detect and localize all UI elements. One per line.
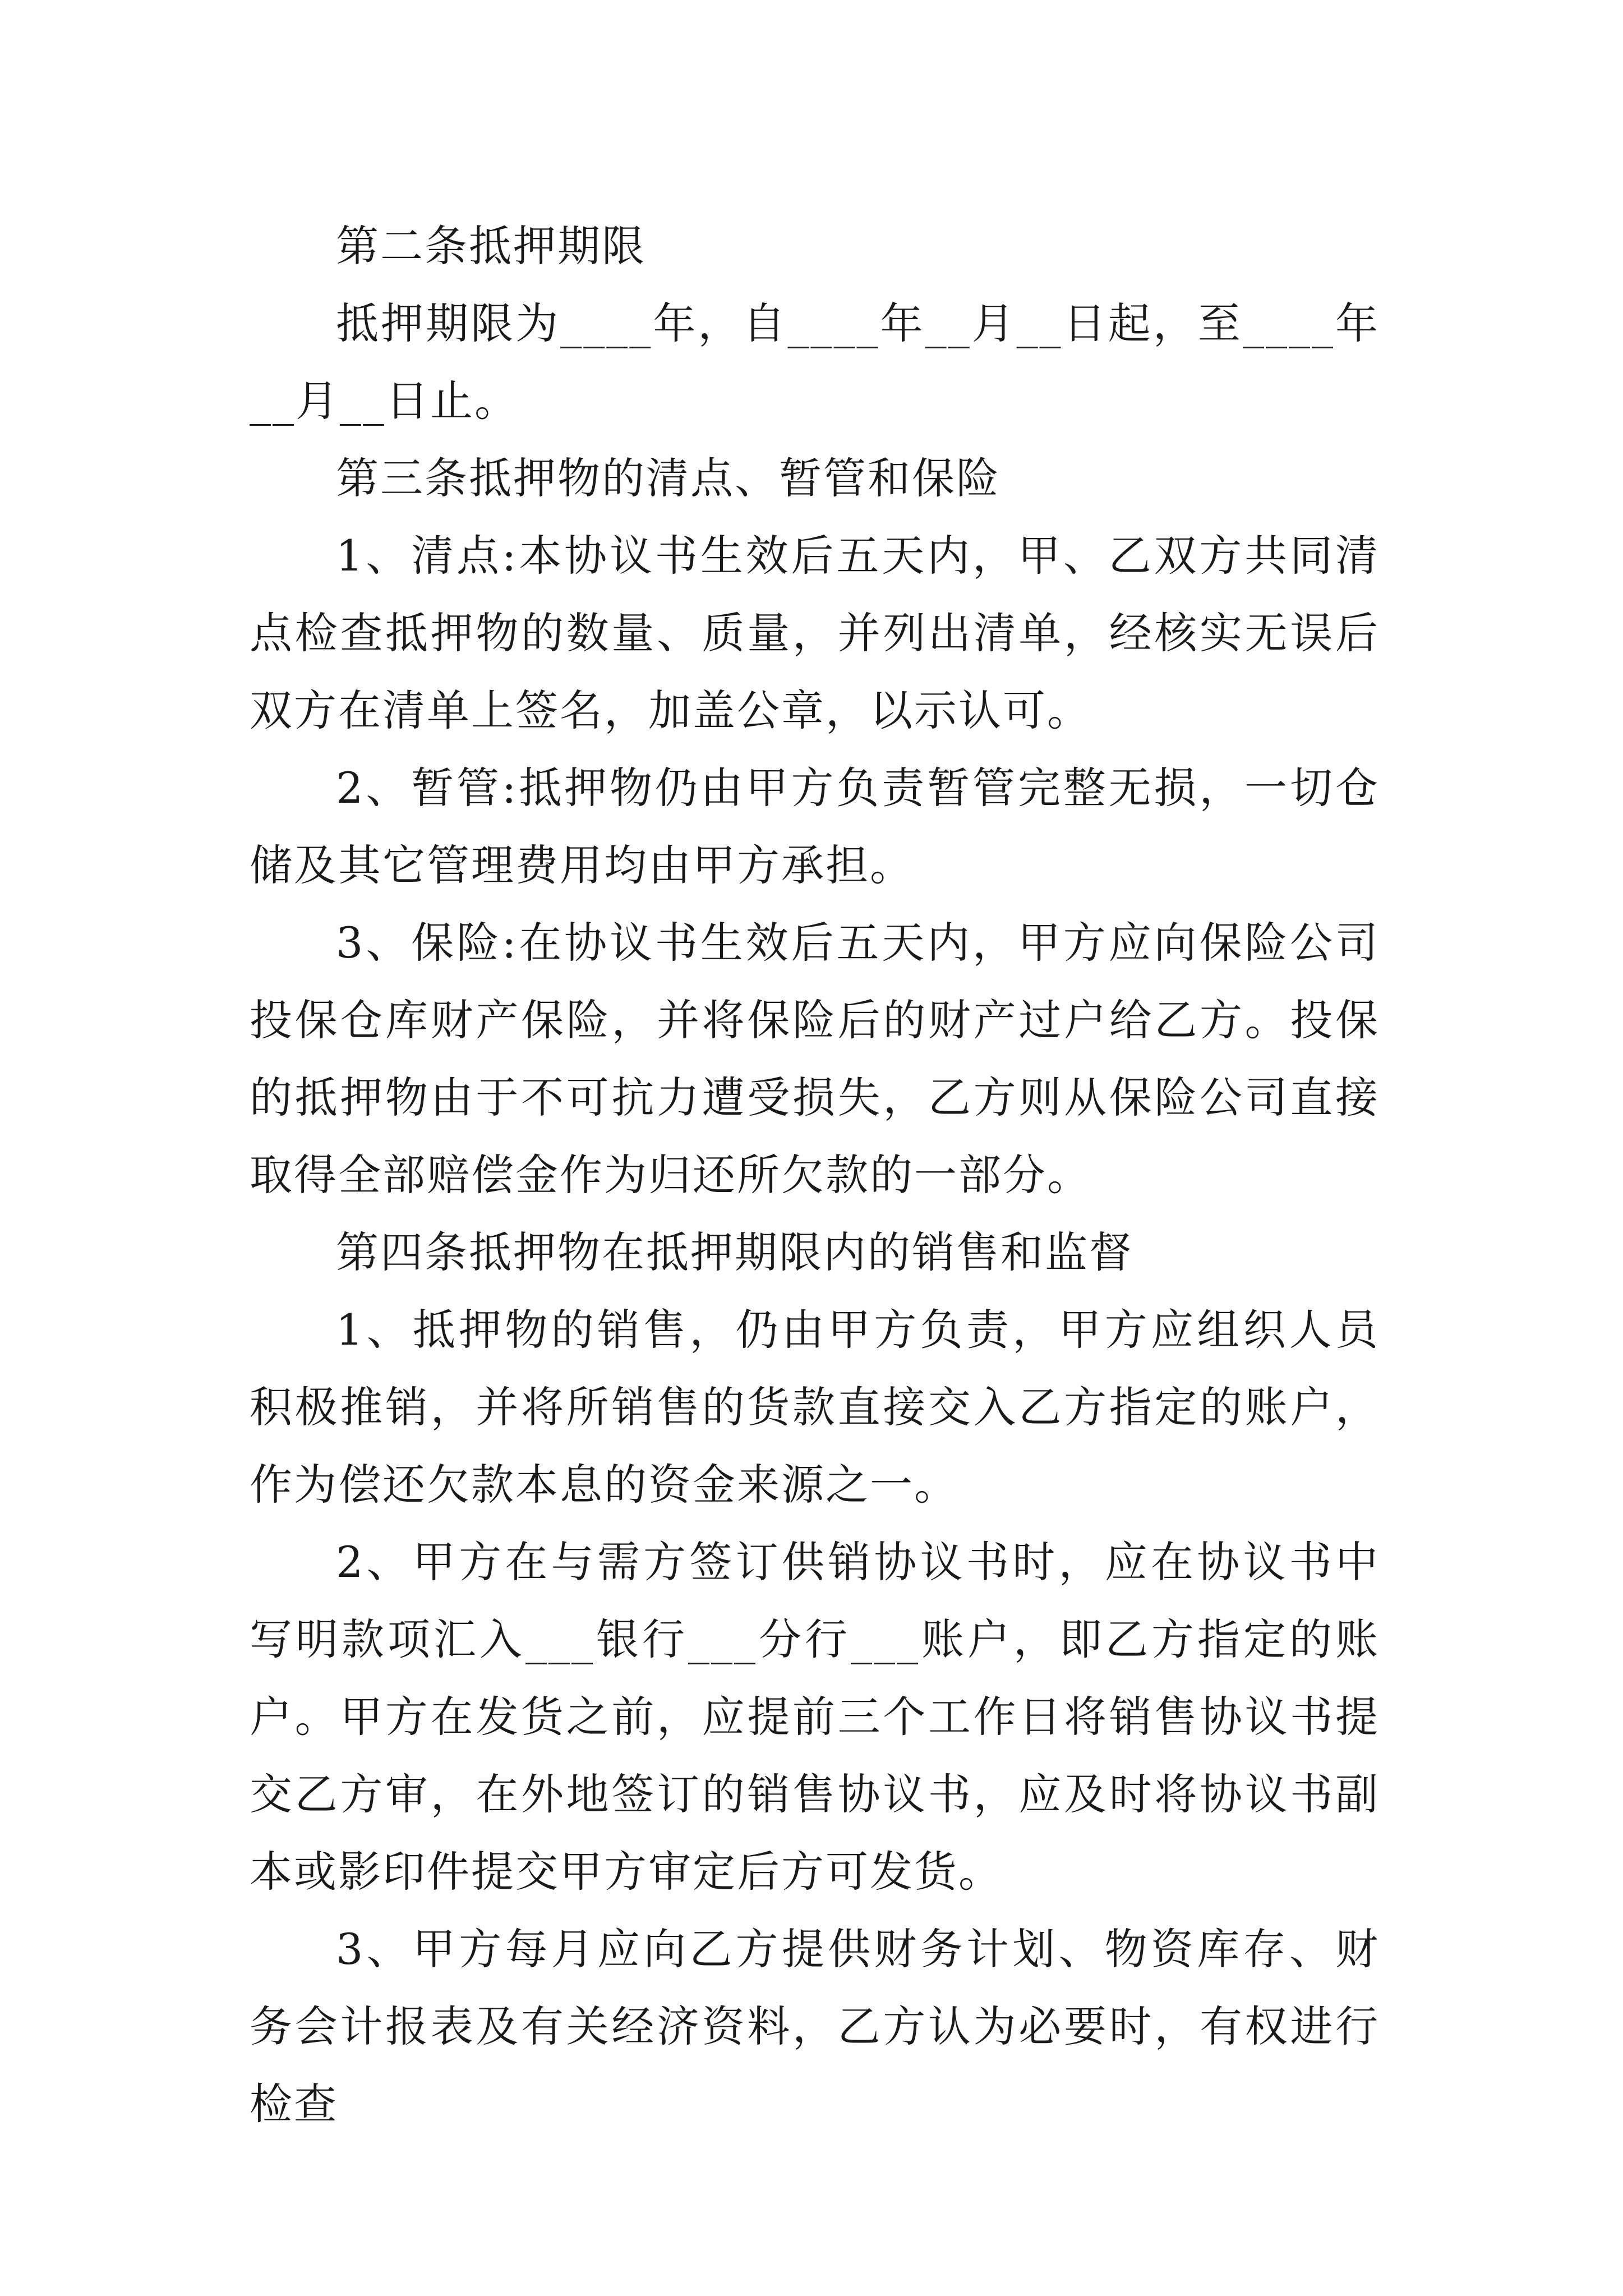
article-4-sales-paragraph: 1、抵押物的销售，仍由甲方负责，甲方应组织人员积极推销，并将所销售的货款直接交入乙方指定的账户，作为偿还欠款本息的资金来源之一。 (250, 1305, 1380, 1510)
article-3-insurance-paragraph: 3、保险:在协议书生效后五天内，甲方应向保险公司投保仓库财产保险，并将保险后的财产过户给乙方。投保的抵押物由于不可抗力遭受损失，乙方则从保险公司直接取得全部赔偿金作为归还所欠款的一部分。 (250, 918, 1380, 1200)
article-3-custody-paragraph: 2、暂管:抵押物仍由甲方负责暂管完整无损，一切仓储及其它管理费用均由甲方承担。 (250, 763, 1380, 890)
article-4-heading: 第四条抵押物在抵押期限内的销售和监督 (336, 1227, 1133, 1277)
article-3-heading: 第三条抵押物的清点、暂管和保险 (336, 453, 1000, 503)
document-page (250, 208, 1380, 2143)
article-4-reporting-paragraph: 3、甲方每月应向乙方提供财务计划、物资库存、财务会计报表及有关经济资料，乙方认为必要时，有权进行检查 (250, 1924, 1380, 2129)
article-2-heading: 第二条抵押期限 (336, 221, 646, 271)
article-4-contract-paragraph: 2、甲方在与需方签订供销协议书时，应在协议书中写明款项汇入___银行___分行___账户，即乙方指定的账户。甲方在发货之前，应提前三个工作日将销售协议书提交乙方审，在外地签订的销售协议书，应及时将协议书副本或影印件提交甲方审定后方可发货。 (250, 1537, 1380, 1897)
article-3-inventory-paragraph: 1、清点:本协议书生效后五天内，甲、乙双方共同清点检查抵押物的数量、质量，并列出清单，经核实无误后双方在清单上签名，加盖公章，以示认可。 (250, 531, 1380, 735)
article-2-term-paragraph: 抵押期限为____年，自____年__月__日起，至____年__月__日止。 (250, 298, 1380, 426)
